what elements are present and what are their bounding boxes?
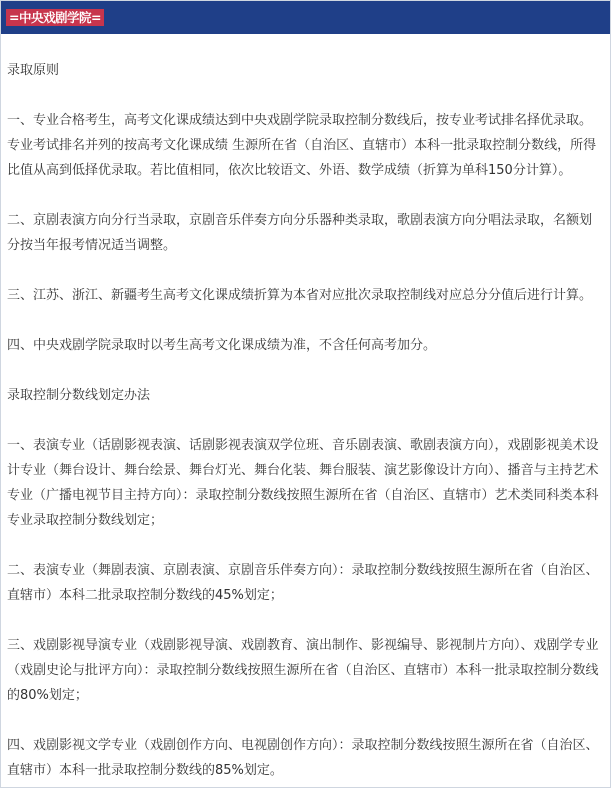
paragraph: 四、戏剧影视文学专业（戏剧创作方向、电视剧创作方向）：录取控制分数线按照生源所在省（自治区、直辖市）本科一批录取控制分数线的85%划定。 xyxy=(7,738,599,778)
paragraph: 四、中央戏剧学院录取时以考生高考文化课成绩为准，不含任何高考加分。 xyxy=(7,338,437,353)
paragraph: 三、江苏、浙江、新疆考生高考文化课成绩折算为本省对应批次录取控制线对应总分分值后进行计算。 xyxy=(7,288,593,303)
article-content xyxy=(7,58,603,783)
header-bar xyxy=(1,1,610,34)
paragraph: 三、戏剧影视导演专业（戏剧影视导演、戏剧教育、演出制作、影视编导、影视制片方向）、戏剧学专业（戏剧史论与批评方向）：录取控制分数线按照生源所在省（自治区、直辖市）本科一批录取控制分数线的80%划定； xyxy=(7,638,599,703)
section-heading-admission-principles: 录取原则 xyxy=(7,63,60,78)
paragraph: 二、京剧表演方向分行当录取，京剧音乐伴奏方向分乐器种类录取，歌剧表演方向分唱法录取，名额划分按当年报考情况适当调整。 xyxy=(7,213,593,253)
paragraph: 一、专业合格考生，高考文化课成绩达到中央戏剧学院录取控制分数线后，按专业考试排名择优录取。专业考试排名并列的按高考文化课成绩 生源所在省（自治区、直辖市）本科一批录取控制分数线，所得比值从高到低择优录取。若比值相同，依次比较语文、外语、数学成绩（折算为单科150分计算）。 xyxy=(7,113,597,178)
paragraph: 一、表演专业（话剧影视表演、话剧影视表演双学位班、音乐剧表演、歌剧表演方向），戏剧影视美术设计专业（舞台设计、舞台绘景、舞台灯光、舞台化装、舞台服装、演艺影像设计方向）、播音与主持艺术专业（广播电视节目主持方向）：录取控制分数线按照生源所在省（自治区、直辖市）艺术类同科类本科专业录取控制分数线划定； xyxy=(7,438,599,528)
header-title: =中央戏剧学院= xyxy=(6,9,104,26)
section-heading-score-line-method: 录取控制分数线划定办法 xyxy=(7,388,151,403)
paragraph: 二、表演专业（舞剧表演、京剧表演、京剧音乐伴奏方向）：录取控制分数线按照生源所在省（自治区、直辖市）本科二批录取控制分数线的45%划定； xyxy=(7,563,599,603)
